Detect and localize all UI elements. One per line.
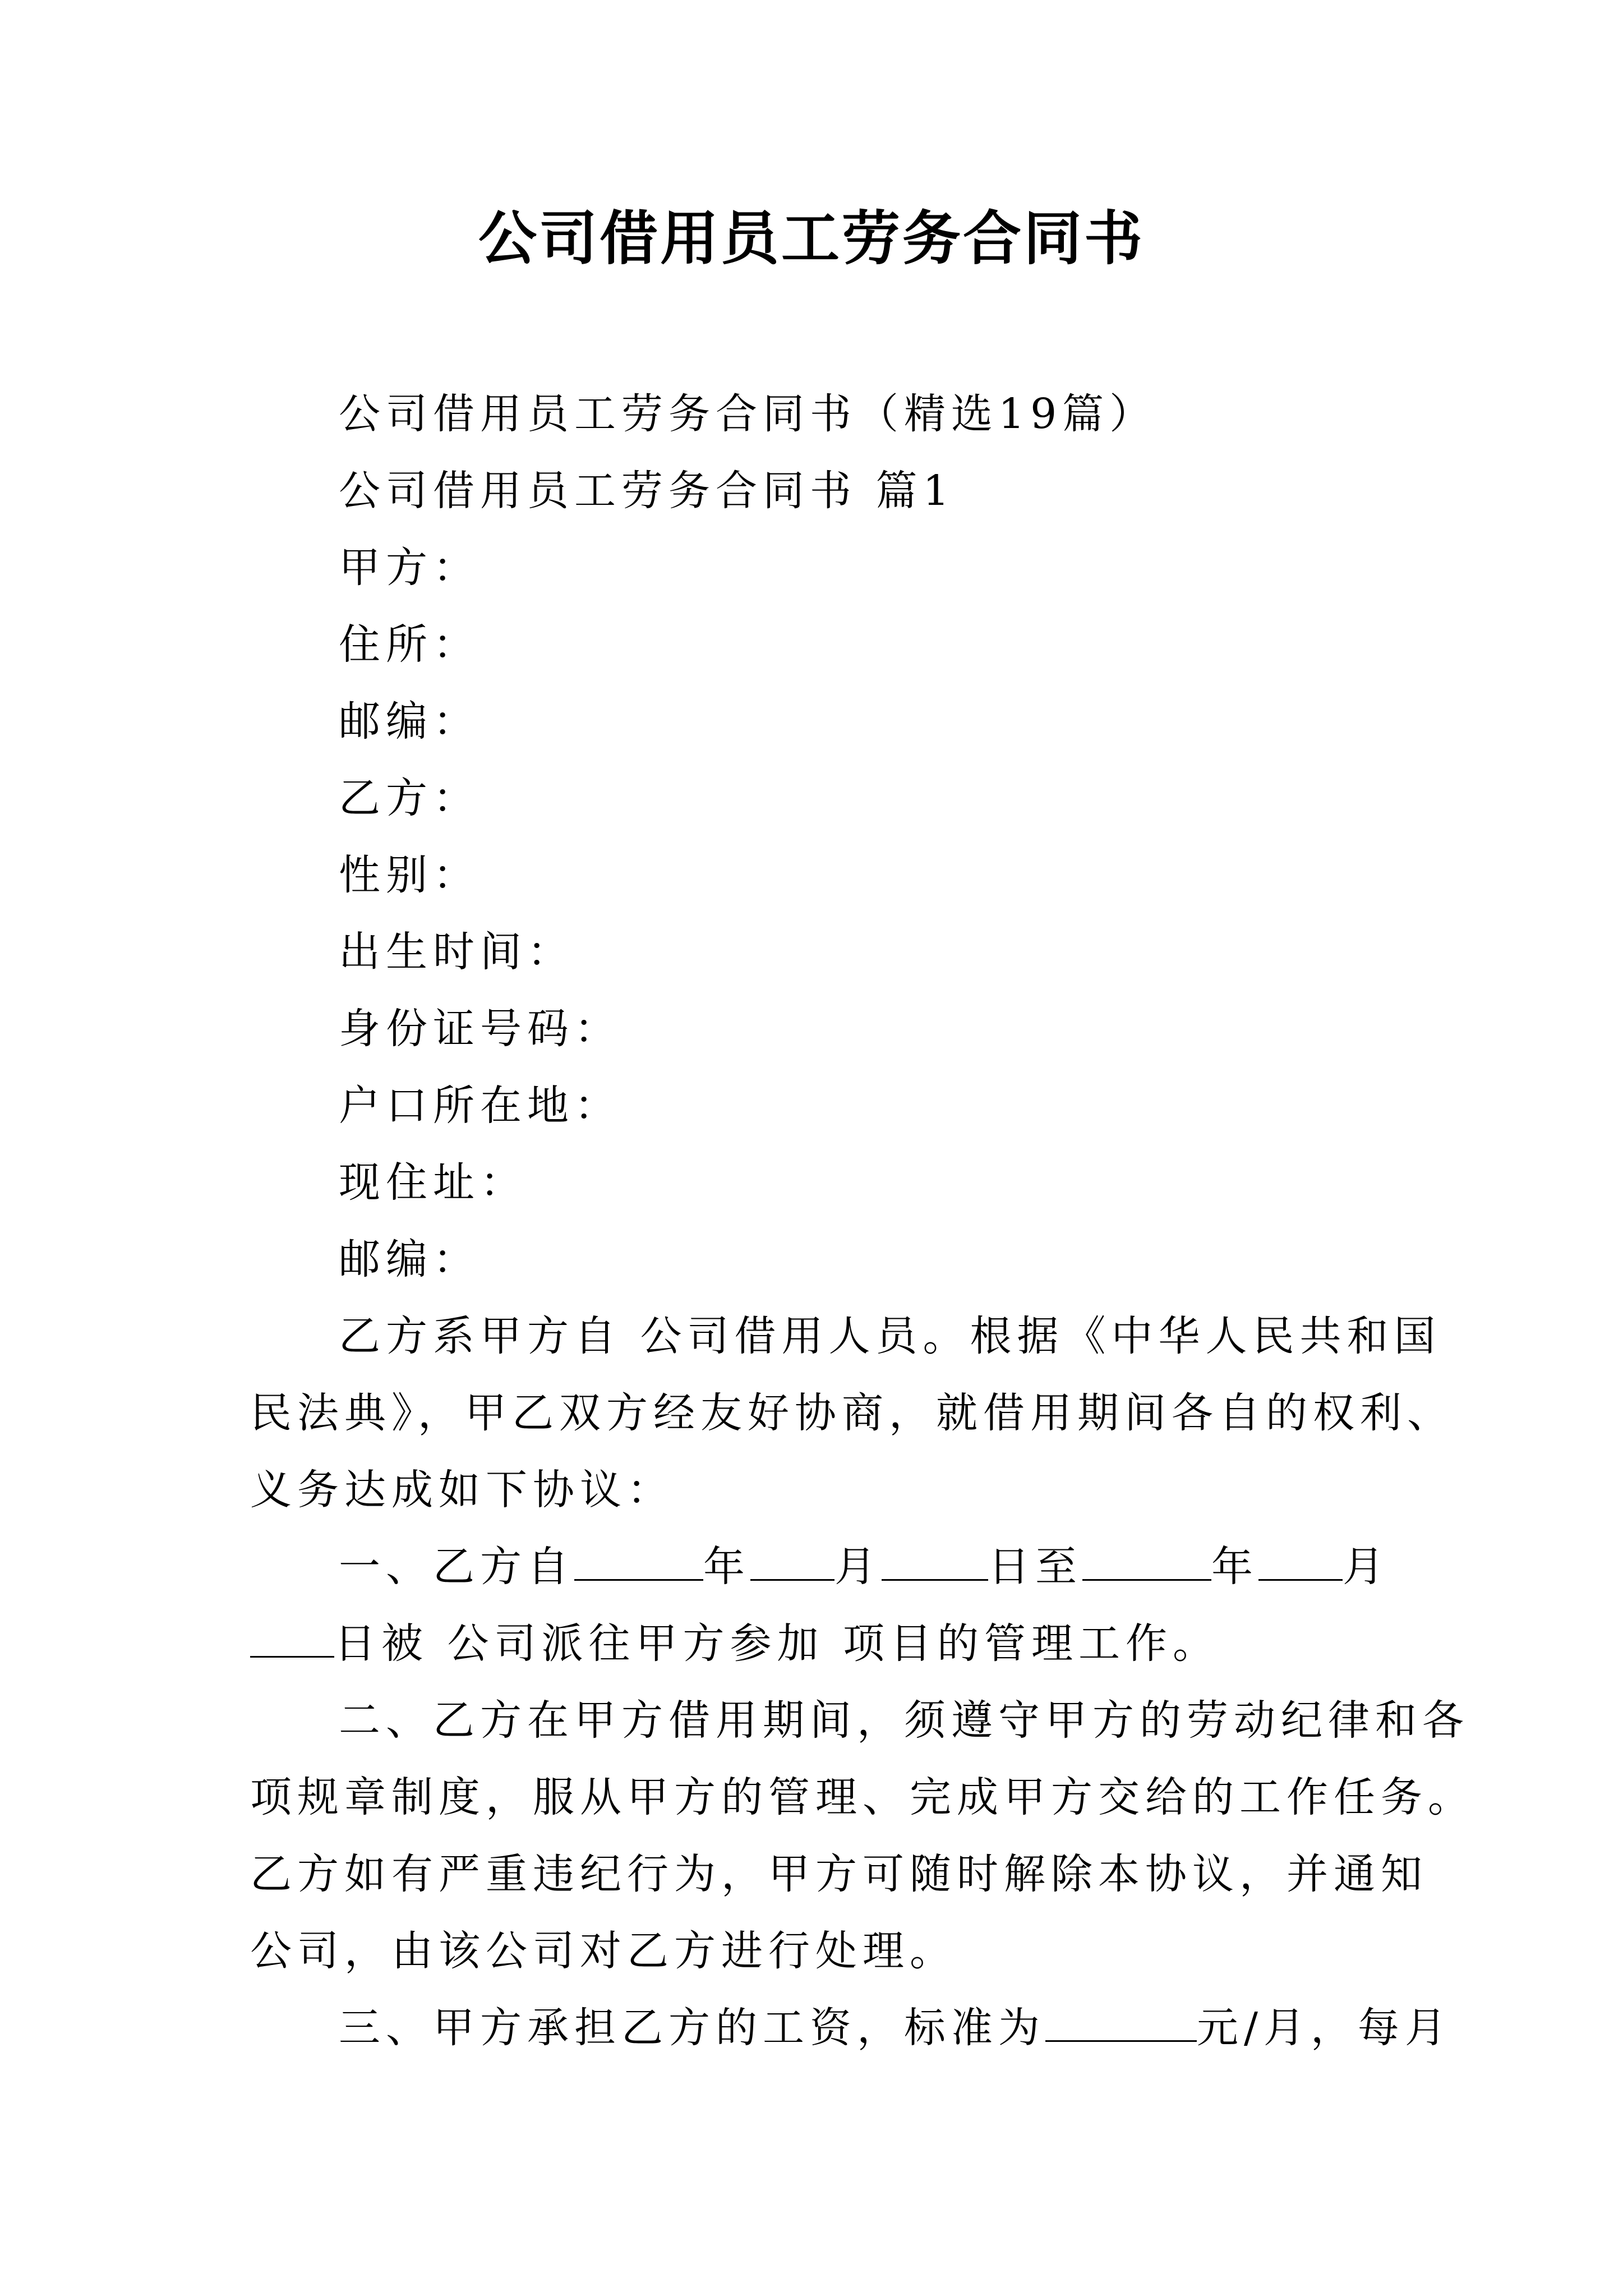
document-subtitle: 公司借用员工劳务合同书（精选19篇） (339, 390, 1157, 438)
clause-3-line-1 (339, 2000, 1452, 2056)
field-id-number: 身份证号码： (339, 1005, 621, 1053)
intro-line-1: 乙方系甲方自 公司借用人员。根据《中华人民共和国 (339, 1312, 1441, 1360)
document-title: 公司借用员工劳务合同书 (478, 204, 1145, 273)
field-household-location: 户口所在地： (339, 1082, 621, 1130)
clause-1-line-2-text: 日被 公司派往甲方参加 项目的管理工作。 (334, 1619, 1220, 1668)
field-address: 住所： (339, 620, 480, 669)
field-gender: 性别： (339, 851, 480, 899)
clause-3-prefix: 三、甲方承担乙方的工资，标准为 (339, 2004, 1045, 2052)
clause-2-line-2: 项规章制度，服从甲方的管理、完成甲方交给的工作任务。 (250, 1773, 1475, 1821)
field-current-address: 现住址： (339, 1158, 527, 1207)
clause-2-line-4: 公司，由该公司对乙方进行处理。 (250, 1927, 957, 1975)
blank-start-year (574, 1542, 703, 1581)
blank-end-day (250, 1619, 334, 1658)
blank-start-day (882, 1542, 988, 1581)
section-heading: 公司借用员工劳务合同书 篇1 (339, 467, 955, 515)
intro-line-2: 民法典》，甲乙双方经友好协商，就借用期间各自的权利、 (250, 1389, 1454, 1437)
clause-1-month-label: 月 (834, 1543, 882, 1591)
field-party-b: 乙方： (339, 774, 480, 822)
clause-1-year2-label: 年 (1211, 1543, 1258, 1591)
clause-1-line-2 (250, 1616, 1220, 1672)
clause-1-line-1 (339, 1539, 1390, 1595)
clause-1-day-to-label: 日至 (988, 1543, 1082, 1591)
clause-1-year-label: 年 (703, 1543, 750, 1591)
clause-2-line-3: 乙方如有严重违纪行为，甲方可随时解除本协议，并通知 (250, 1850, 1428, 1898)
blank-start-month (750, 1542, 834, 1581)
blank-salary-amount (1045, 2003, 1197, 2042)
field-party-a: 甲方： (339, 544, 480, 592)
blank-end-month (1258, 1542, 1343, 1581)
field-birth-time: 出生时间： (339, 928, 574, 976)
clause-1-prefix: 一、乙方自 (339, 1543, 574, 1591)
field-postcode-b: 邮编： (339, 1235, 480, 1283)
blank-end-year (1082, 1542, 1211, 1581)
field-postcode-a: 邮编： (339, 697, 480, 746)
clause-1-month2-label: 月 (1343, 1543, 1390, 1591)
intro-line-3: 义务达成如下协议： (250, 1466, 674, 1514)
clause-2-line-1: 二、乙方在甲方借用期间，须遵守甲方的劳动纪律和各 (339, 1696, 1469, 1745)
clause-3-suffix: 元/月，每月 (1197, 2004, 1452, 2052)
